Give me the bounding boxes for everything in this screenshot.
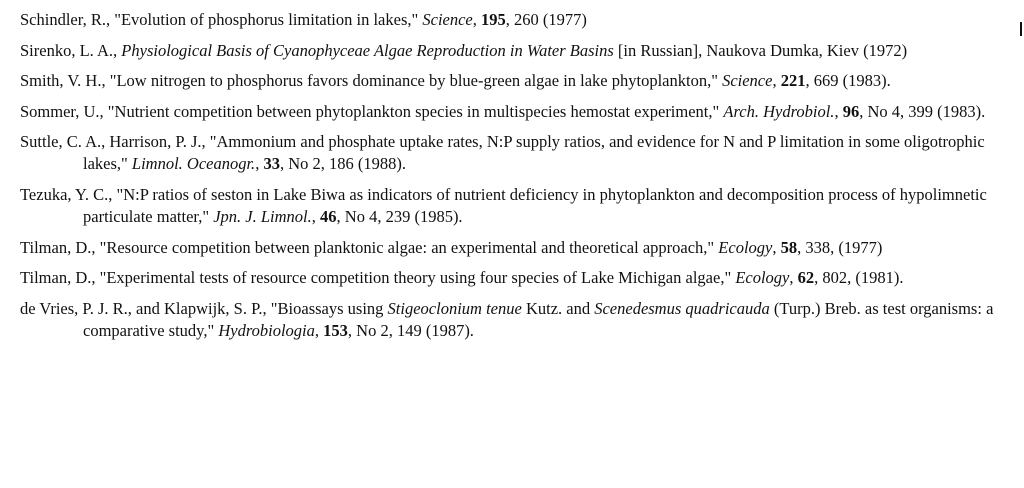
ref-text: , <box>311 206 321 226</box>
ref-text: Tilman, D., "Experimental tests of resource competition theory using four species of Lake Michigan algae," <box>20 268 736 288</box>
ref-text: , <box>255 154 264 174</box>
ref-text: Sirenko, L. A., <box>20 40 122 60</box>
scan-edge-mark <box>1020 22 1022 36</box>
reference-entry <box>20 131 1008 175</box>
ref-text: de Vries, P. J. R., and Klapwijk, S. P., "Bioassays using <box>20 298 388 318</box>
volume-number: 153 <box>323 320 348 340</box>
ref-text: , No 4, 399 (1983). <box>859 101 986 121</box>
reference-entry <box>20 9 1008 31</box>
volume-number: 195 <box>481 10 506 29</box>
reference-entry <box>20 184 1008 228</box>
ref-text: , 669 (1983). <box>805 71 891 91</box>
ref-text: , No 4, 239 (1985). <box>336 206 463 226</box>
ref-text: , No 2, 149 (1987). <box>347 320 474 340</box>
volume-number: 62 <box>797 268 815 288</box>
volume-number: 58 <box>780 237 798 257</box>
book-title: Physiological Basis of Cyanophyceae Algae Reproduction in Water Basins <box>121 40 614 60</box>
journal-title: Arch. Hydrobiol. <box>723 101 835 121</box>
ref-text: Sommer, U., "Nutrient competition between phytoplankton species in multispecies hemostat experiment," <box>20 101 724 121</box>
ref-text: [in Russian], Naukova Dumka, Kiev (1972) <box>613 40 908 60</box>
reference-entry <box>20 101 1008 123</box>
volume-number: 46 <box>320 206 337 226</box>
ref-text: , <box>772 237 781 257</box>
ref-text: , 338, (1977) <box>797 237 883 257</box>
reference-list <box>20 9 1008 350</box>
ref-text: , <box>472 10 482 29</box>
journal-title: Jpn. J. Limnol. <box>213 206 312 226</box>
journal-title: Ecology <box>718 237 773 257</box>
ref-text: , 802, (1981). <box>814 268 904 288</box>
reference-entry <box>20 298 1008 342</box>
reference-entry <box>20 267 1008 289</box>
ref-text: Tezuka, Y. C., "N:P ratios of seston in Lake Biwa as indicators of nutrient deficiency in phytoplankton and decomposition process of hypolimnetic particulate matter," <box>20 184 987 226</box>
reference-entry <box>20 40 1008 62</box>
ref-text: Schindler, R., "Evolution of phosphorus limitation in lakes," <box>20 10 423 29</box>
reference-entry <box>20 237 1008 259</box>
ref-text: Smith, V. H., "Low nitrogen to phosphorus favors dominance by blue-green algae in lake phytoplankton," <box>20 71 723 91</box>
ref-text: , <box>314 320 324 340</box>
ref-text: (Turp.) Breb. as test organisms: a comparative study," <box>83 298 994 340</box>
ref-text: Tilman, D., "Resource competition between planktonic algae: an experimental and theoretical approach," <box>20 237 719 257</box>
journal-title: Science <box>422 10 473 29</box>
ref-text: , No 2, 186 (1988). <box>279 154 406 174</box>
species-name: Stigeoclonium tenue <box>387 298 522 318</box>
species-name: Scenedesmus quadricauda <box>594 298 770 318</box>
journal-title: Science <box>722 71 773 91</box>
ref-text: , <box>834 101 843 121</box>
journal-title: Ecology <box>735 268 790 288</box>
volume-number: 96 <box>842 101 860 121</box>
ref-text: , 260 (1977) <box>505 10 587 29</box>
ref-text: Kutz. and <box>521 298 595 318</box>
ref-text: , <box>772 71 781 91</box>
volume-number: 221 <box>780 71 806 91</box>
ref-text: Suttle, C. A., Harrison, P. J., "Ammonium and phosphate uptake rates, N:P supply ratios, and evidence for N and P limitation in some oligotrophic lakes," <box>20 132 985 174</box>
reference-entry <box>20 70 1008 92</box>
journal-title: Hydrobiologia <box>218 320 315 340</box>
ref-text: , <box>789 268 798 288</box>
volume-number: 33 <box>263 154 280 174</box>
journal-title: Limnol. Oceanogr. <box>131 154 256 174</box>
